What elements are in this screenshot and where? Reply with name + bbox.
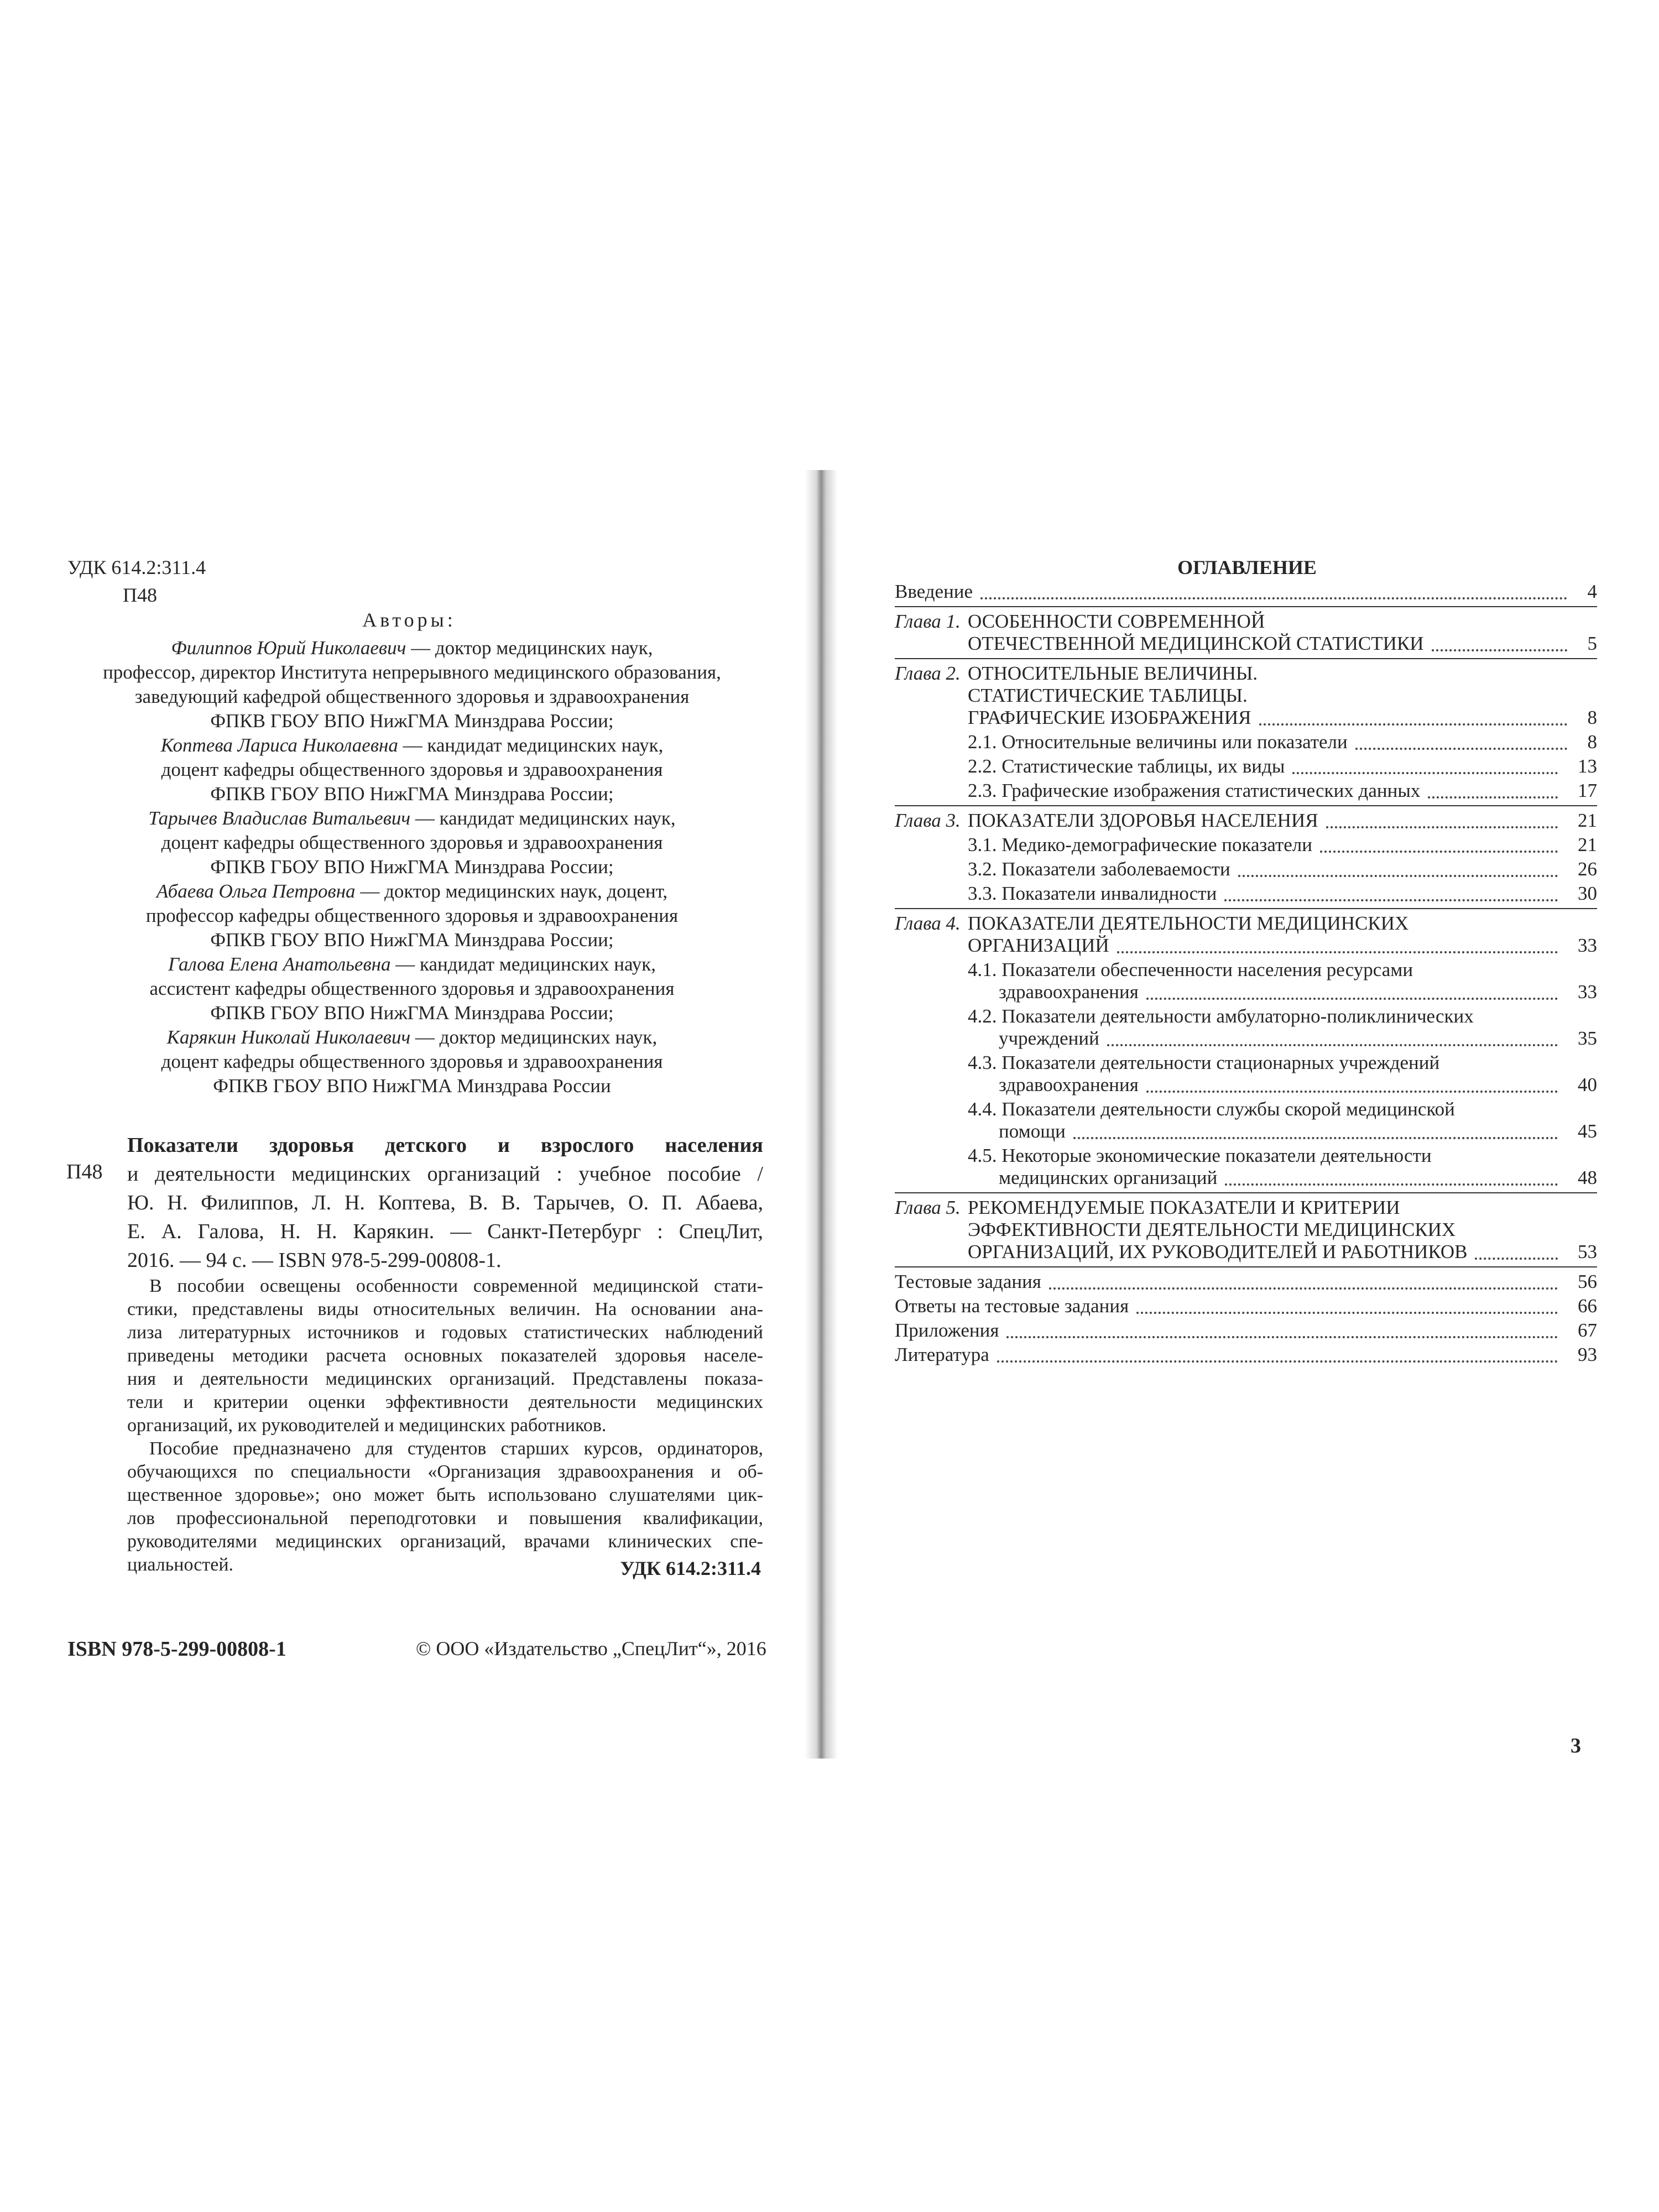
toc-divider <box>895 1192 1597 1193</box>
reference-library-code: П48 <box>66 1160 103 1183</box>
author-line <box>100 709 724 733</box>
toc-dot-leader <box>1146 997 1558 1000</box>
udk-code-bottom: УДК 614.2:311.4 <box>620 1557 761 1579</box>
udk-code: УДК 614.2:311.4 <box>67 556 206 578</box>
author-line <box>100 1074 724 1098</box>
toc-entry-text: ОТЕЧЕСТВЕННОЙ МЕДИЦИНСКОЙ СТАТИСТИКИ <box>968 633 1424 654</box>
toc-page-number: 67 <box>1578 1319 1597 1341</box>
author-info: доцент кафедры общественного здоровья и здравоохранения <box>161 1051 663 1072</box>
toc-page-number: 93 <box>1578 1344 1597 1365</box>
toc-entry[interactable] <box>895 1197 1597 1263</box>
toc-page-number: 35 <box>1578 1027 1597 1049</box>
toc-dot-leader <box>980 596 1567 599</box>
bibliographic-reference <box>127 1131 763 1275</box>
toc-page-number: 8 <box>1587 707 1597 728</box>
toc-entry-text: ЭФФЕКТИВНОСТИ ДЕЯТЕЛЬНОСТИ МЕДИЦИНСКИХ <box>968 1219 1456 1240</box>
toc-entry-text: ПОКАЗАТЕЛИ ЗДОРОВЬЯ НАСЕЛЕНИЯ <box>968 810 1318 831</box>
toc-page-number: 45 <box>1578 1120 1597 1142</box>
toc-entry[interactable] <box>895 912 1597 957</box>
toc-chapter-label: Глава 1. <box>895 611 961 632</box>
annotation-line: тели и критерии оценки эффективности деятельности медицинских <box>127 1392 763 1412</box>
left-page <box>0 0 818 2212</box>
author-line <box>100 685 724 709</box>
annotation-line: стики, представлены виды относительных величин. На основании ана- <box>127 1299 763 1319</box>
toc-entry[interactable] <box>895 1098 1597 1142</box>
toc-entry-text: учреждений <box>999 1027 1099 1049</box>
toc-entry-text: 4.5. Некоторые экономические показатели деятельности <box>968 1145 1432 1166</box>
author-line <box>100 904 724 928</box>
toc-entry-text: 2.3. Графические изображения статистических данных <box>968 780 1421 801</box>
toc-entry-text: Литература <box>895 1344 989 1365</box>
author-info: доцент кафедры общественного здоровья и здравоохранения <box>161 832 663 853</box>
toc-divider <box>895 658 1597 659</box>
toc-divider <box>895 805 1597 806</box>
toc-entry[interactable] <box>895 611 1597 655</box>
toc-page-number: 40 <box>1578 1074 1597 1095</box>
toc-entry[interactable] <box>895 780 1597 802</box>
toc-dot-leader <box>1073 1136 1558 1139</box>
author-line <box>100 660 724 685</box>
author-line <box>100 636 724 660</box>
toc-dot-leader <box>1355 747 1567 750</box>
reference-line: 2016. — 94 с. — ISBN 978-5-299-00808-1. <box>127 1249 502 1272</box>
toc-entry-text: 4.4. Показатели деятельности службы скорой медицинской <box>968 1098 1455 1120</box>
author-line <box>100 733 724 758</box>
toc-page-number: 4 <box>1587 581 1597 602</box>
author-info: — доктор медицинских наук, <box>406 637 653 659</box>
toc-page-number: 5 <box>1587 633 1597 654</box>
toc-dot-leader <box>1326 825 1558 828</box>
toc-page-number: 8 <box>1587 731 1597 753</box>
toc-entry-text: ПОКАЗАТЕЛИ ДЕЯТЕЛЬНОСТИ МЕДИЦИНСКИХ <box>968 912 1409 934</box>
toc-entry-text: ОТНОСИТЕЛЬНЫЕ ВЕЛИЧИНЫ. <box>968 662 1258 684</box>
author-info: доцент кафедры общественного здоровья и здравоохранения <box>161 759 663 780</box>
toc-dot-leader <box>1225 1182 1558 1186</box>
reference-line: Показатели здоровья детского и взрослого населения <box>127 1134 763 1157</box>
toc-entry-text: Введение <box>895 581 973 602</box>
toc-page-number: 17 <box>1578 780 1597 801</box>
author-line <box>100 1050 724 1074</box>
toc-entry-text: ОСОБЕННОСТИ СОВРЕМЕННОЙ <box>968 611 1265 632</box>
author-info: — кандидат медицинских наук, <box>410 807 676 829</box>
toc-entry-text: ОРГАНИЗАЦИЙ <box>968 935 1109 956</box>
author-line <box>100 782 724 806</box>
toc-dot-leader <box>1292 771 1558 774</box>
annotation-line: ния и деятельности медицинских организаций. Представлены показа- <box>127 1369 763 1389</box>
toc-entry-text: 3.1. Медико-демографические показатели <box>968 834 1312 855</box>
toc-entry-text: медицинских организаций <box>999 1167 1218 1188</box>
annotation-line: циальностей. <box>127 1554 234 1575</box>
toc-dot-leader <box>1428 795 1558 799</box>
toc-entry-text: 2.2. Статистические таблицы, их виды <box>968 755 1285 777</box>
toc-page-number: 66 <box>1578 1295 1597 1317</box>
author-line <box>100 831 724 855</box>
annotation-line: руководителями медицинских организаций, врачами клинических спе- <box>127 1531 763 1552</box>
annotation-line: Пособие предназначено для студентов старших курсов, ординаторов, <box>149 1438 763 1459</box>
author-info: — доктор медицинских наук, <box>410 1026 658 1048</box>
toc-page-number: 26 <box>1578 858 1597 880</box>
toc-entry[interactable] <box>895 1005 1597 1050</box>
toc-chapter-label: Глава 4. <box>895 912 961 934</box>
toc-entry[interactable] <box>895 731 1597 753</box>
annotation-line: В пособии освещены особенности современной медицинской стати- <box>149 1276 763 1296</box>
author-line <box>100 855 724 879</box>
toc-entry-text: 2.1. Относительные величины или показатели <box>968 731 1348 753</box>
toc-entry-text: ОРГАНИЗАЦИЙ, ИХ РУКОВОДИТЕЛЕЙ И РАБОТНИКОВ <box>968 1241 1468 1262</box>
toc-entry-text: 3.3. Показатели инвалидности <box>968 883 1217 904</box>
toc-divider <box>895 908 1597 909</box>
toc-entry[interactable] <box>895 810 1597 832</box>
toc-page-number: 21 <box>1578 810 1597 831</box>
annotation-line: организаций, их руководителей и медицинских работников. <box>127 1415 607 1436</box>
toc-entry-text: СТАТИСТИЧЕСКИЕ ТАБЛИЦЫ. <box>968 685 1248 706</box>
author-name: Тарычев Владислав Витальевич <box>148 807 411 829</box>
toc-entry[interactable] <box>895 1344 1597 1366</box>
toc-entry-text: Тестовые задания <box>895 1271 1041 1292</box>
author-name: Галова Елена Анатольевна <box>168 953 391 975</box>
toc-entry-text: здравоохранения <box>999 981 1139 1003</box>
toc-dot-leader <box>1432 648 1567 651</box>
toc-dot-leader <box>1136 1311 1558 1314</box>
toc-entry[interactable] <box>895 1052 1597 1096</box>
annotation-line: лиза литературных источников и годовых статистических наблюдений <box>127 1322 763 1343</box>
toc-entry[interactable] <box>895 581 1597 603</box>
toc-entry[interactable] <box>895 959 1597 1003</box>
toc-dot-leader <box>1006 1335 1558 1338</box>
toc-entry[interactable] <box>895 883 1597 905</box>
toc-dot-leader <box>1117 950 1558 953</box>
toc-divider <box>895 1266 1597 1267</box>
annotation-line: лов профессиональной переподготовки и повышения квалификации, <box>127 1508 763 1528</box>
author-info: ФПКВ ГБОУ ВПО НижГМА Минздрава России; <box>210 1002 614 1024</box>
toc-entry[interactable] <box>895 1271 1597 1293</box>
toc-entry-text: здравоохранения <box>999 1074 1139 1095</box>
author-info: профессор, директор Института непрерывного медицинского образования, <box>103 661 721 683</box>
author-info: ФПКВ ГБОУ ВПО НижГМА Минздрава России; <box>210 929 614 951</box>
toc-entry-text: ГРАФИЧЕСКИЕ ИЗОБРАЖЕНИЯ <box>968 707 1251 728</box>
toc-page-number: 53 <box>1578 1241 1597 1262</box>
page-number: 3 <box>1571 1734 1581 1757</box>
toc-entry-text: 4.3. Показатели деятельности стационарных учреждений <box>968 1052 1440 1073</box>
author-line <box>100 806 724 831</box>
toc-entry-text: Ответы на тестовые задания <box>895 1295 1129 1317</box>
author-name: Карякин Николай Николаевич <box>166 1026 411 1048</box>
author-info: ФПКВ ГБОУ ВПО НижГМА Минздрава России; <box>210 783 614 805</box>
author-info: профессор кафедры общественного здоровья и здравоохранения <box>145 905 679 926</box>
toc-dot-leader <box>1146 1089 1558 1093</box>
toc-entry-text: 3.2. Показатели заболеваемости <box>968 858 1230 880</box>
toc-dot-leader <box>1238 874 1558 877</box>
author-info: заведующий кафедрой общественного здоровья и здравоохранения <box>134 686 690 707</box>
toc-entry-text: помощи <box>999 1120 1066 1142</box>
toc-entry[interactable] <box>895 1295 1597 1317</box>
toc-entry[interactable] <box>895 858 1597 880</box>
author-info: ФПКВ ГБОУ ВПО НижГМА Минздрава России; <box>210 856 614 878</box>
author-line <box>100 758 724 782</box>
toc-entry-text: 4.1. Показатели обеспеченности населения ресурсами <box>968 959 1413 980</box>
annotation-line: щественное здоровье»; оно может быть использовано слушателями цик- <box>127 1485 763 1505</box>
author-info: — кандидат медицинских наук, <box>390 953 656 975</box>
isbn: ISBN 978-5-299-00808-1 <box>67 1637 286 1661</box>
annotation <box>127 1275 763 1577</box>
toc-entry[interactable] <box>895 834 1597 856</box>
toc-dot-leader <box>1259 722 1567 726</box>
book-gutter <box>805 470 838 1759</box>
toc-entry-text: 4.2. Показатели деятельности амбулаторно-поликлинических <box>968 1005 1474 1027</box>
copyright: © ООО «Издательство „СпецЛит“», 2016 <box>416 1637 766 1660</box>
author-line <box>100 928 724 952</box>
toc-chapter-label: Глава 3. <box>895 810 961 831</box>
author-info: ФПКВ ГБОУ ВПО НижГМА Минздрава России; <box>210 710 614 732</box>
toc-dot-leader <box>1224 898 1558 901</box>
toc-dot-leader <box>1475 1256 1558 1260</box>
author-info: ассистент кафедры общественного здоровья и здравоохранения <box>149 978 675 999</box>
table-of-contents <box>895 581 1597 1366</box>
authors-heading: Авторы: <box>362 609 456 631</box>
author-line <box>100 1001 724 1025</box>
author-info: — доктор медицинских наук, доцент, <box>355 880 668 902</box>
right-page <box>835 0 1659 2212</box>
toc-page-number: 21 <box>1578 834 1597 855</box>
toc-dot-leader <box>1107 1043 1558 1046</box>
toc-chapter-label: Глава 2. <box>895 662 961 684</box>
author-info: — кандидат медицинских наук, <box>398 734 664 756</box>
authors-list <box>100 636 724 1098</box>
author-name: Коптева Лариса Николаевна <box>160 734 398 756</box>
reference-line: и деятельности медицинских организаций : учебное пособие / <box>127 1162 763 1186</box>
author-info: ФПКВ ГБОУ ВПО НижГМА Минздрава России <box>213 1075 611 1097</box>
toc-divider <box>895 606 1597 607</box>
toc-dot-leader <box>1049 1286 1558 1290</box>
author-line <box>100 952 724 977</box>
toc-page-number: 48 <box>1578 1167 1597 1188</box>
author-name: Филиппов Юрий Николаевич <box>171 637 406 659</box>
author-line <box>100 977 724 1001</box>
toc-entry[interactable] <box>895 1319 1597 1342</box>
author-line <box>100 1025 724 1050</box>
toc-chapter-label: Глава 5. <box>895 1197 961 1218</box>
author-name: Абаева Ольга Петровна <box>156 880 356 902</box>
reference-line: Ю. Н. Филиппов, Л. Н. Коптева, В. В. Тарычев, О. П. Абаева, <box>127 1191 763 1214</box>
toc-entry-text: Приложения <box>895 1319 999 1341</box>
toc-entry[interactable] <box>895 1145 1597 1189</box>
reference-line: Е. А. Галова, Н. Н. Карякин. — Санкт-Петербург : СпецЛит, <box>127 1220 763 1243</box>
toc-dot-leader <box>1320 849 1558 853</box>
toc-page-number: 30 <box>1578 883 1597 904</box>
toc-page-number: 33 <box>1578 935 1597 956</box>
toc-dot-leader <box>997 1359 1558 1363</box>
toc-page-number: 13 <box>1578 755 1597 777</box>
toc-page-number: 56 <box>1578 1271 1597 1292</box>
library-code: П48 <box>123 584 157 606</box>
toc-entry[interactable] <box>895 662 1597 729</box>
toc-entry-text: РЕКОМЕНДУЕМЫЕ ПОКАЗАТЕЛИ И КРИТЕРИИ <box>968 1197 1400 1218</box>
toc-entry[interactable] <box>895 755 1597 778</box>
annotation-line: приведены методики расчета основных показателей здоровья населе- <box>127 1345 763 1366</box>
annotation-line: обучающихся по специальности «Организация здравоохранения и об- <box>127 1462 763 1482</box>
toc-title: ОГЛАВЛЕНИЕ <box>1177 556 1317 578</box>
author-line <box>100 879 724 904</box>
toc-page-number: 33 <box>1578 981 1597 1003</box>
